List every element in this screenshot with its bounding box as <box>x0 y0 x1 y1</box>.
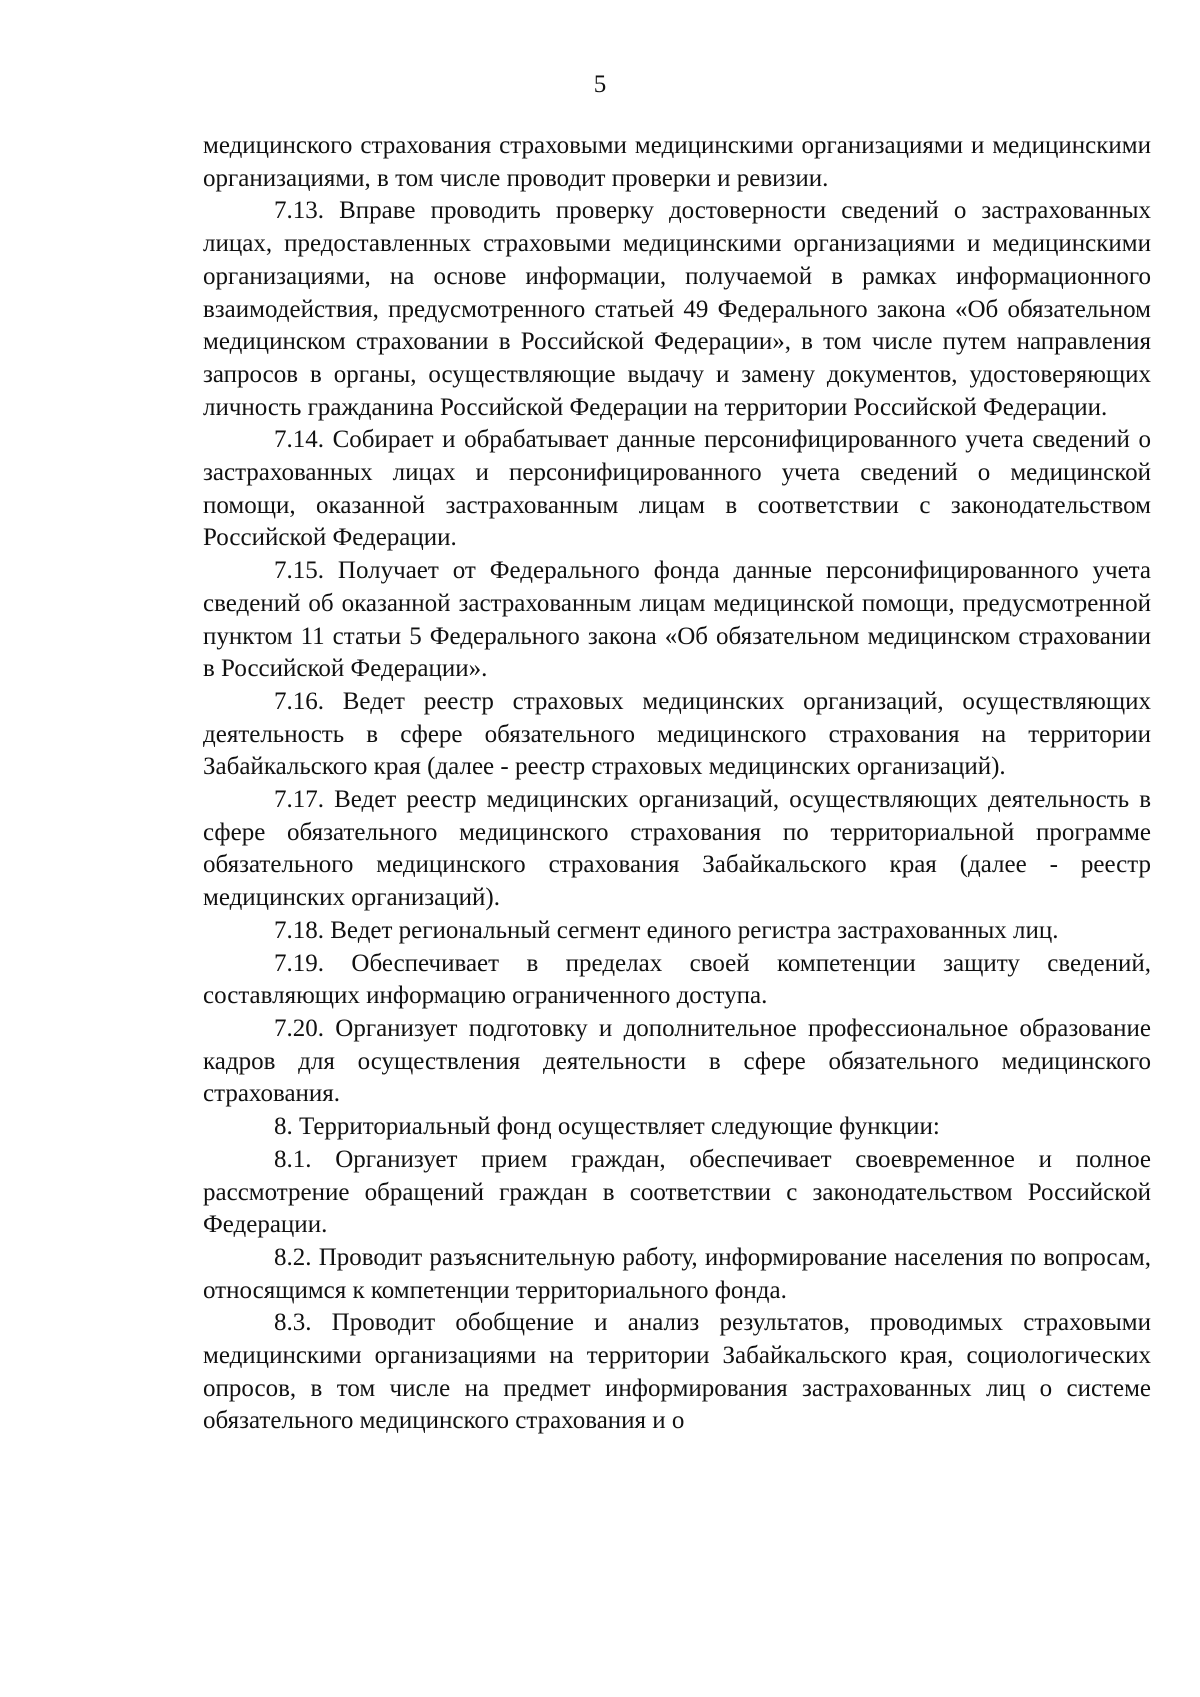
paragraph-8-3: 8.3. Проводит обобщение и анализ результатов, проводимых страховыми медицинскими организациями на территории Забайкальского края, социологических опросов, в том числе на предмет информирования застрахованных лиц о системе обязательного медицинского страхования и о <box>203 1309 1151 1435</box>
paragraph-7-20: 7.20. Организует подготовку и дополнительное профессиональное образование кадров для осуществления деятельности в сфере обязательного медицинского страхования. <box>203 1014 1151 1108</box>
paragraph-continuation: медицинского страхования страховыми медицинскими организациями и медицинскими организациями, в том числе проводит проверки и ревизии. <box>203 132 1151 192</box>
paragraph-7-13: 7.13. Вправе проводить проверку достоверности сведений о застрахованных лицах, предоставленных страховыми медицинскими организациями и медицинскими организациями, на основе информации, получаемой в рамках информационного взаимодействия, предусмотренного статьей 49 Федерального закона «Об обязательном медицинском страховании в Российской Федерации», в том числе путем направления запросов в органы, осуществляющие выдачу и замену документов, удостоверяющих личность гражданина Российской Федерации на территории Российской Федерации. <box>203 197 1151 421</box>
paragraph-8-1: 8.1. Организует прием граждан, обеспечивает своевременное и полное рассмотрение обращений граждан в соответствии с законодательством Российской Федерации. <box>203 1145 1151 1239</box>
paragraph-7-14: 7.14. Собирает и обрабатывает данные персонифицированного учета сведений о застрахованных лицах и персонифицированного учета сведений о медицинской помощи, оказанной застрахованным лицам в соответствии с законодательством Российской Федерации. <box>203 426 1151 552</box>
paragraph-7-19: 7.19. Обеспечивает в пределах своей компетенции защиту сведений, составляющих информацию ограниченного доступа. <box>203 949 1151 1010</box>
paragraph-8: 8. Территориальный фонд осуществляет следующие функции: <box>274 1113 940 1141</box>
document-body <box>203 130 1151 1438</box>
paragraph-7-18: 7.18. Ведет региональный сегмент единого регистра застрахованных лиц. <box>274 916 1059 944</box>
page-number: 5 <box>593 71 607 98</box>
paragraph-7-15: 7.15. Получает от Федерального фонда данные персонифицированного учета сведений об оказанной застрахованным лицам медицинской помощи, предусмотренной пунктом 11 статьи 5 Федерального закона «Об обязательном медицинском страховании в Российской Федерации». <box>203 557 1151 683</box>
paragraph-7-17: 7.17. Ведет реестр медицинских организаций, осуществляющих деятельность в сфере обязательного медицинского страхования по территориальной программе обязательного медицинского страхования Забайкальского края (далее - реестр медицинских организаций). <box>203 786 1151 912</box>
paragraph-7-16: 7.16. Ведет реестр страховых медицинских организаций, осуществляющих деятельность в сфере обязательного медицинского страхования на территории Забайкальского края (далее - реестр страховых медицинских организаций). <box>203 687 1151 781</box>
paragraph-8-2: 8.2. Проводит разъяснительную работу, информирование населения по вопросам, относящимся к компетенции территориального фонда. <box>203 1243 1151 1304</box>
